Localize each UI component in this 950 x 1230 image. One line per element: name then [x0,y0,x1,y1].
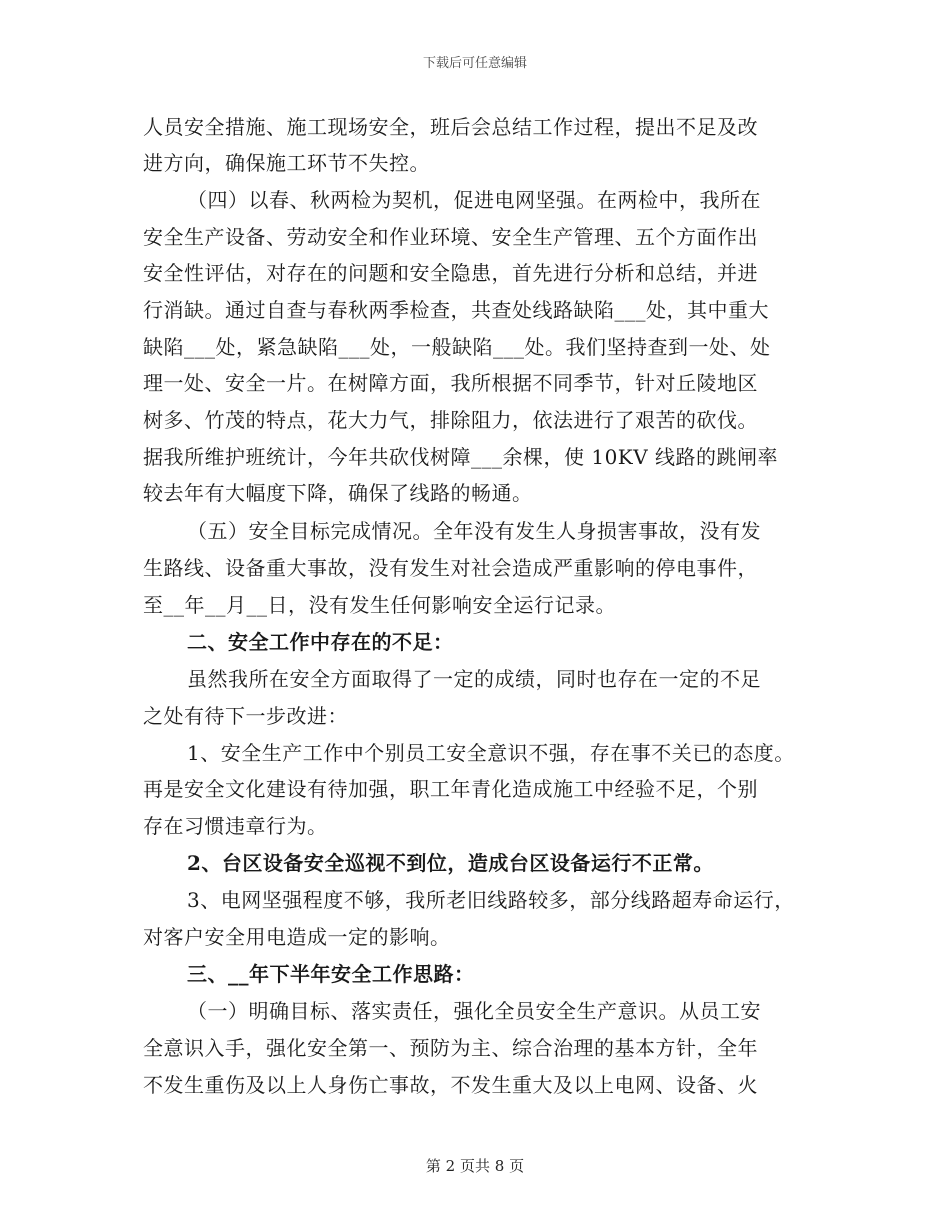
paragraph-five-start: （五）安全目标完成情况。全年没有发生人身损害事故，没有发 [187,519,761,543]
text-line: 至__年__月__日，没有发生任何影响安全运行记录。 [143,593,616,617]
text-line: 存在习惯违章行为。 [143,814,328,838]
section-heading-3: 三、__年下半年安全工作思路： [187,962,475,986]
text-line: 不发生重伤及以上人身伤亡事故，不发生重大及以上电网、设备、火 [143,1073,758,1097]
text-line: 虽然我所在安全方面取得了一定的成绩，同时也存在一定的不足 [187,667,761,691]
page-footer: 第 2 页共 8 页 [425,1157,525,1175]
paragraph-four-start: （四）以春、秋两检为契机，促进电网坚强。在两检中，我所在 [187,188,761,212]
list-item-1: 1、安全生产工作中个别员工安全意识不强，存在事不关已的态度。 [187,741,795,765]
text-line: 进方向，确保施工环节不失控。 [143,151,430,175]
list-item-3: 3、电网坚强程度不够，我所老旧线路较多，部分线路超寿命运行， [187,888,795,912]
text-line: 缺陷___处，紧急缺陷___处，一般缺陷___处。我们坚持查到一处、处 [143,335,771,359]
list-item-2: 2、台区设备安全巡视不到位，造成台区设备运行不正常。 [187,851,714,875]
text-line: 安全生产设备、劳动安全和作业环境、安全生产管理、五个方面作出 [143,225,758,249]
text-line: 理一处、安全一片。在树障方面，我所根据不同季节，针对丘陵地区 [143,371,758,395]
paragraph-one-start: （一）明确目标、落实责任，强化全员安全生产意识。从员工安 [187,999,761,1023]
text-line: 全意识入手，强化安全第一、预防为主、综合治理的基本方针，全年 [143,1036,758,1060]
section-heading-2: 二、安全工作中存在的不足： [187,630,454,654]
text-line: 之处有待下一步改进： [143,704,348,728]
text-line: 安全性评估，对存在的问题和安全隐患，首先进行分析和总结，并进 [143,261,758,285]
text-line: 树多、竹茂的特点，花大力气，排除阻力，依法进行了艰苦的砍伐。 [143,408,758,432]
text-line: 对客户安全用电造成一定的影响。 [143,925,451,949]
text-line: 据我所维护班统计，今年共砍伐树障___余棵，使 10KV 线路的跳闸率 [143,445,779,469]
text-line: 人员安全措施、施工现场安全，班后会总结工作过程，提出不足及改 [143,115,758,139]
text-line: 较去年有大幅度下降，确保了线路的畅通。 [143,481,533,505]
text-line: 生路线、设备重大事故，没有发生对社会造成严重影响的停电事件， [143,556,758,580]
page-header: 下载后可任意编辑 [422,56,527,71]
text-line: 再是安全文化建设有待加强，职工年青化造成施工中经验不足，个别 [143,777,758,801]
text-line: 行消缺。通过自查与春秋两季检查，共查处线路缺陷___处，其中重大 [143,298,769,322]
